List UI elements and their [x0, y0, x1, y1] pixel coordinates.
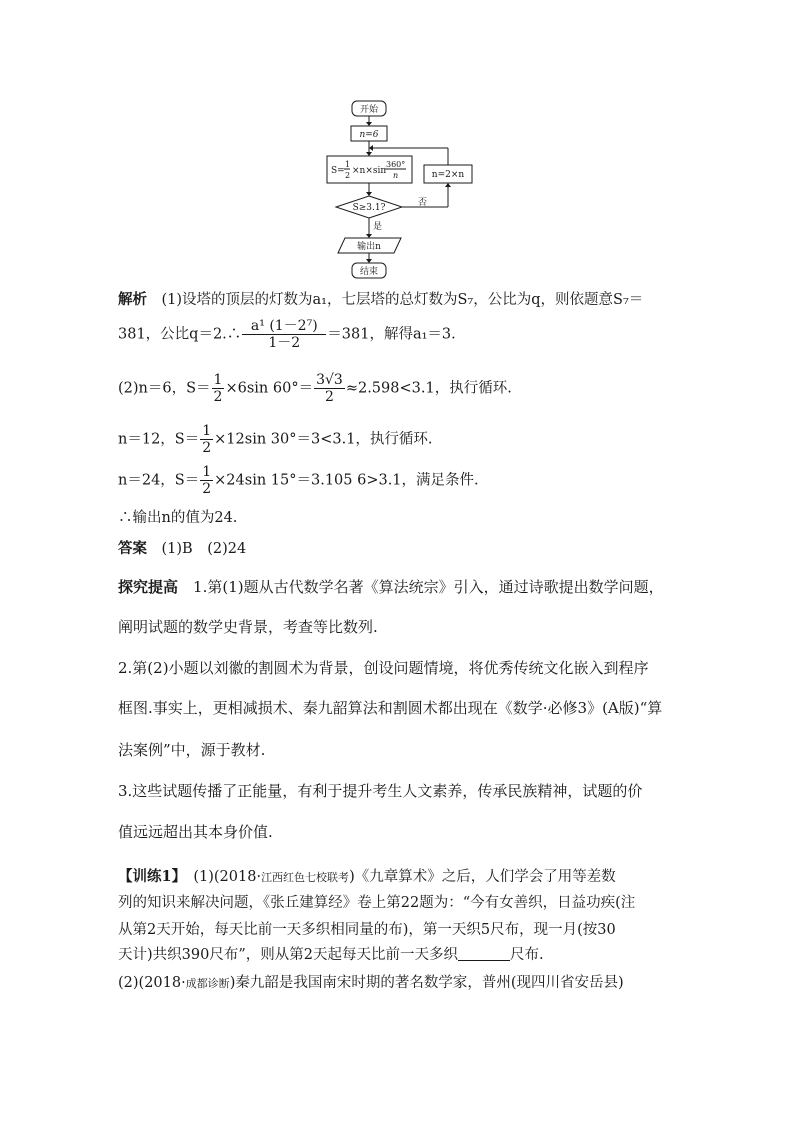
sqrt-fraction-denominator: 2: [324, 389, 334, 405]
svg-text:360°: 360°: [386, 160, 406, 169]
explore-label: 探究提高: [118, 578, 179, 596]
flowchart-yes-label: 是: [373, 222, 383, 232]
analysis-label: 解析: [118, 291, 147, 308]
flowchart-start-label: 开始: [359, 105, 379, 115]
training-text-4b: 尺布.: [509, 947, 544, 963]
training-line-4: [118, 945, 544, 965]
analysis-line-5: [118, 464, 479, 497]
answer-blank: [458, 946, 510, 961]
flowchart-output-label: 输出n: [357, 242, 381, 252]
half-numerator-3: 1: [202, 464, 212, 480]
explore-text-1a: 1.第(1)题从古代数学名著《算法统宗》引入，通过诗歌提出数学问题，: [193, 578, 664, 596]
answer-label: 答案: [118, 540, 147, 557]
half-numerator-2: 1: [202, 423, 212, 439]
flowchart-compute-label: S=: [331, 166, 345, 176]
explore-line-3: 2.第(2)小题以刘徽的割圆术为背景，创设问题情境，将优秀传统文化嵌入到程序: [118, 659, 649, 677]
analysis-text-3a: (2)n＝6，S＝: [118, 380, 211, 397]
half-numerator: 1: [213, 372, 223, 388]
flowchart-end-label: 结束: [359, 267, 379, 277]
analysis-text-4b: ×12sin 30°＝3<3.1，执行循环.: [214, 431, 433, 448]
half-denominator: 2: [213, 389, 223, 405]
training-text-4a: 天计)共织390尺布”，则从第2天起每天比前一天多织: [118, 947, 458, 963]
analysis-text-3c: ≈2.598<3.1，执行循环.: [345, 380, 512, 397]
half-denominator-3: 2: [202, 481, 212, 497]
training-line-1: [118, 867, 616, 888]
explore-line-2: 阐明试题的数学史背景，考查等比数列.: [118, 618, 378, 636]
analysis-line-3: [118, 372, 512, 405]
explore-line-1: [118, 577, 664, 597]
analysis-text-1: (1)设塔的顶层的灯数为a₁，七层塔的总灯数为S₇，公比为q，则依题意S₇＝: [161, 292, 644, 308]
explore-line-6: 3.这些试题传播了正能量，有利于提升考生人文素养，传承民族精神，试题的价: [118, 782, 643, 800]
training-line-5: [118, 973, 624, 994]
analysis-text-5a: n＝24，S＝: [118, 472, 200, 489]
answer-text: (1)B (2)24: [161, 541, 247, 557]
training-text-1a: (1)(2018·: [193, 869, 262, 885]
analysis-text-2b: ＝381，解得a₁＝3.: [327, 326, 456, 343]
svg-text:1: 1: [345, 160, 351, 169]
half-denominator-2: 2: [202, 440, 212, 456]
flowchart-no-label: 否: [418, 198, 428, 208]
flowchart-decision-label: S≥3.1?: [352, 203, 386, 213]
svg-text:2: 2: [345, 171, 351, 180]
svg-text:n: n: [393, 171, 399, 180]
flowchart: [310, 98, 480, 282]
flowchart-init-label: n=6: [359, 130, 379, 140]
training-label: 【训练1】: [118, 868, 179, 885]
ratio-fraction-denominator: 1－2: [268, 335, 301, 351]
flowchart-update-label: n=2×n: [431, 170, 465, 180]
analysis-line-1: [118, 290, 643, 310]
training-line-2: 列的知识来解决问题，《张丘建算经》卷上第22题为：“今有女善织，日益功疾(注: [118, 895, 636, 911]
analysis-line-6: ∴输出n的值为24.: [118, 510, 238, 526]
sqrt-fraction-numerator: 3√3: [316, 372, 343, 388]
training-text-5c: )秦九韶是我国南宋时期的著名数学家，普州(现四川省安岳县): [229, 975, 624, 991]
analysis-text-5b: ×24sin 15°＝3.105 6>3.1，满足条件.: [214, 472, 479, 489]
analysis-line-4: [118, 423, 433, 456]
analysis-text-2a: 381，公比q＝2.∴: [118, 326, 242, 343]
training-text-1c: )《九章算术》之后，人们学会了用等差数: [349, 869, 616, 885]
training-source-2: 成都诊断: [185, 977, 230, 990]
training-text-5a: (2)(2018·: [118, 975, 186, 991]
explore-line-4: 框图.事实上，更相减损术、秦九韶算法和割圆术都出现在《数学·必修3》(A版)“算: [118, 699, 663, 717]
analysis-text-3b: ×6sin 60°＝: [225, 380, 314, 397]
training-source-1: 江西红色七校联考: [261, 871, 350, 884]
explore-line-7: 值远远超出其本身价值.: [118, 823, 273, 841]
explore-line-5: 法案例”中，源于教材.: [118, 741, 266, 759]
analysis-text-4a: n＝12，S＝: [118, 431, 200, 448]
svg-text:×n×sin: ×n×sin: [352, 166, 387, 176]
answer-line: [118, 539, 246, 559]
ratio-fraction-numerator: a¹ (1－2⁷): [242, 318, 326, 335]
training-line-3: 从第2天开始，每天比前一天多织相同量的布)，第一天织5尺布，现一月(按30: [118, 922, 616, 938]
analysis-line-2: [118, 318, 456, 351]
